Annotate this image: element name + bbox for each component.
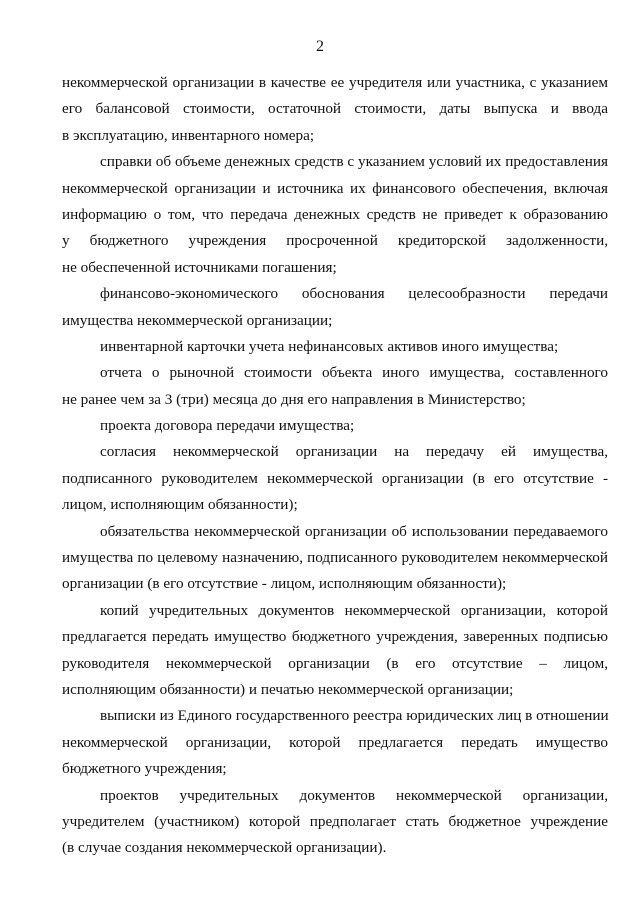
paragraph (62, 281, 608, 334)
text-line: копий учредительных документов некоммерческой организации, которой (100, 601, 608, 619)
text-line: бюджетного учреждения; (62, 760, 227, 778)
text-line: лицом, исполняющим обязанности); (62, 496, 298, 514)
text-line: имущества некоммерческой организации; (62, 311, 333, 329)
text-line: проекта договора передачи имущества; (100, 417, 355, 435)
text-line: руководителя некоммерческой организации (в его отсутствие – лицом, (62, 654, 608, 672)
paragraph (62, 519, 608, 598)
paragraph (62, 334, 608, 360)
text-line: обязательства некоммерческой организации об использовании передаваемого (100, 522, 608, 540)
document-body (62, 70, 608, 862)
paragraph (62, 149, 608, 281)
text-line: некоммерческой организации, которой предлагается передать имущество (62, 733, 608, 751)
text-line: отчета о рыночной стоимости объекта иного имущества, составленного (100, 364, 608, 382)
text-line: финансово-экономического обоснования целесообразности передачи (100, 285, 608, 303)
text-line: подписанного руководителем некоммерческой организации (в его отсутствие - (62, 469, 608, 487)
text-line: некоммерческой организации в качестве ее учредителя или участника, с указанием (62, 74, 608, 91)
text-line: его балансовой стоимости, остаточной стоимости, даты выпуска и ввода (62, 100, 608, 118)
paragraph (62, 598, 608, 704)
text-line: организации (в его отсутствие - лицом, исполняющим обязанности); (62, 575, 507, 593)
text-line: проектов учредительных документов некоммерческой организации, (100, 786, 608, 804)
paragraph (62, 439, 608, 518)
text-line: выписки из Единого государственного реестра юридических лиц в отношении (100, 707, 609, 725)
text-line: имущества по целевому назначению, подписанного руководителем некоммерческой (62, 549, 608, 567)
page-number: 2 (316, 38, 324, 55)
text-line: согласия некоммерческой организации на передачу ей имущества, (100, 443, 608, 461)
text-line: учредителем (участником) которой предполагает стать бюджетное учреждение (62, 812, 608, 830)
text-line: исполняющим обязанности) и печатью некоммерческой организации; (62, 680, 514, 698)
text-line: в эксплуатацию, инвентарного номера; (62, 126, 315, 144)
text-line: не ранее чем за 3 (три) месяца до дня его направления в Министерство; (62, 390, 526, 408)
text-line: предлагается передать имущество бюджетного учреждения, заверенных подписью (62, 628, 608, 646)
text-line: (в случае создания некоммерческой организации). (62, 839, 387, 857)
text-line: у бюджетного учреждения просроченной кредиторской задолженности, (62, 232, 608, 250)
paragraph (62, 360, 608, 413)
text-line: справки об объеме денежных средств с указанием условий их предоставления (100, 153, 608, 171)
text-line: информацию о том, что передача денежных средств не приведет к образованию (62, 205, 608, 223)
paragraph (62, 70, 608, 149)
text-line: не обеспеченной источниками погашения; (62, 258, 337, 276)
paragraph (62, 703, 608, 782)
text-line: некоммерческой организации и источника их финансового обеспечения, включая (62, 179, 608, 197)
paragraph (62, 783, 608, 862)
text-line: инвентарной карточки учета нефинансовых активов иного имущества; (100, 337, 559, 355)
paragraph (62, 413, 608, 439)
